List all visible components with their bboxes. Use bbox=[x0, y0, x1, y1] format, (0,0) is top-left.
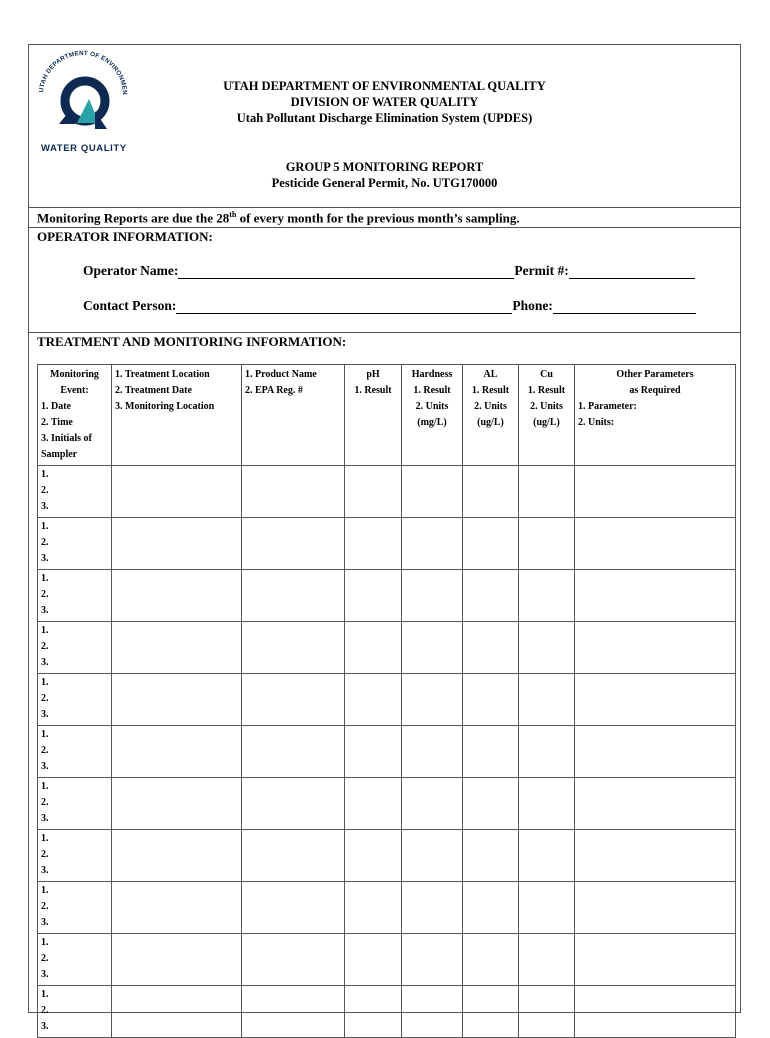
cell-product[interactable] bbox=[242, 830, 345, 882]
cell-other-parameters[interactable] bbox=[575, 934, 736, 986]
cell-event[interactable] bbox=[38, 674, 112, 726]
cell-other-parameters[interactable] bbox=[575, 830, 736, 882]
table-row bbox=[38, 934, 736, 986]
row-number-label: 3. bbox=[41, 501, 49, 512]
cell-treatment[interactable] bbox=[112, 882, 242, 934]
phone-field[interactable] bbox=[553, 299, 696, 314]
row-number-label: 1. bbox=[41, 937, 49, 948]
row-number-label: 2. bbox=[41, 537, 49, 548]
table-row bbox=[38, 830, 736, 882]
permit-number-field[interactable] bbox=[569, 264, 695, 279]
table-row bbox=[38, 882, 736, 934]
cell-cu[interactable] bbox=[519, 674, 575, 726]
cell-cu[interactable] bbox=[519, 830, 575, 882]
row-number-label: 3. bbox=[41, 1021, 49, 1032]
table-row bbox=[38, 622, 736, 674]
cell-event[interactable] bbox=[38, 882, 112, 934]
cell-event[interactable] bbox=[38, 622, 112, 674]
cell-other-parameters[interactable] bbox=[575, 622, 736, 674]
cell-product[interactable] bbox=[242, 882, 345, 934]
cell-hardness[interactable] bbox=[402, 934, 463, 986]
row-number-label: 1. bbox=[41, 833, 49, 844]
phone-label: Phone: bbox=[512, 298, 553, 313]
cell-ph[interactable] bbox=[345, 622, 402, 674]
cell-ph[interactable] bbox=[345, 882, 402, 934]
cell-treatment[interactable] bbox=[112, 726, 242, 778]
cell-product[interactable] bbox=[242, 778, 345, 830]
row-number-label: 3. bbox=[41, 813, 49, 824]
row-number-label: 1. bbox=[41, 521, 49, 532]
cell-product[interactable] bbox=[242, 986, 345, 1038]
cell-other-parameters[interactable] bbox=[575, 778, 736, 830]
row-number-label: 3. bbox=[41, 605, 49, 616]
cell-product[interactable] bbox=[242, 466, 345, 518]
row-number-label: 1. bbox=[41, 625, 49, 636]
report-header bbox=[29, 45, 740, 208]
cell-cu[interactable] bbox=[519, 778, 575, 830]
table-row bbox=[38, 986, 736, 1038]
cell-ph[interactable] bbox=[345, 466, 402, 518]
cell-event[interactable] bbox=[38, 518, 112, 570]
section-divider bbox=[29, 332, 740, 333]
row-number-label: 2. bbox=[41, 745, 49, 756]
cell-al[interactable] bbox=[463, 622, 519, 674]
cell-event[interactable] bbox=[38, 570, 112, 622]
cell-other-parameters[interactable] bbox=[575, 986, 736, 1038]
cell-treatment[interactable] bbox=[112, 674, 242, 726]
cell-al[interactable] bbox=[463, 882, 519, 934]
cell-other-parameters[interactable] bbox=[575, 570, 736, 622]
cell-al[interactable] bbox=[463, 674, 519, 726]
cell-other-parameters[interactable] bbox=[575, 674, 736, 726]
cell-al[interactable] bbox=[463, 986, 519, 1038]
cell-cu[interactable] bbox=[519, 466, 575, 518]
header-product: 1. Product Name 2. EPA Reg. # bbox=[242, 365, 345, 466]
cell-ph[interactable] bbox=[345, 726, 402, 778]
row-number-label: 3. bbox=[41, 657, 49, 668]
cell-product[interactable] bbox=[242, 934, 345, 986]
row-number-label: 2. bbox=[41, 797, 49, 808]
cell-ph[interactable] bbox=[345, 674, 402, 726]
table-row bbox=[38, 518, 736, 570]
table-row bbox=[38, 778, 736, 830]
cell-event[interactable] bbox=[38, 778, 112, 830]
cell-ph[interactable] bbox=[345, 778, 402, 830]
cell-hardness[interactable] bbox=[402, 622, 463, 674]
table-row bbox=[38, 466, 736, 518]
row-number-label: 1. bbox=[41, 781, 49, 792]
cell-product[interactable] bbox=[242, 570, 345, 622]
cell-other-parameters[interactable] bbox=[575, 518, 736, 570]
cell-cu[interactable] bbox=[519, 986, 575, 1038]
cell-al[interactable] bbox=[463, 726, 519, 778]
cell-product[interactable] bbox=[242, 622, 345, 674]
logo-caption: WATER QUALITY bbox=[41, 143, 127, 154]
row-number-label: 2. bbox=[41, 953, 49, 964]
division-title: DIVISION OF WATER QUALITY bbox=[290, 95, 479, 109]
cell-event[interactable] bbox=[38, 830, 112, 882]
row-number-label: 1. bbox=[41, 573, 49, 584]
row-number-label: 2. bbox=[41, 589, 49, 600]
row-number-label: 2. bbox=[41, 901, 49, 912]
operator-name-field[interactable] bbox=[178, 264, 514, 279]
row-number-label: 3. bbox=[41, 761, 49, 772]
cell-al[interactable] bbox=[463, 518, 519, 570]
cell-treatment[interactable] bbox=[112, 778, 242, 830]
cell-al[interactable] bbox=[463, 778, 519, 830]
contact-person-label: Contact Person: bbox=[83, 298, 177, 313]
cell-other-parameters[interactable] bbox=[575, 882, 736, 934]
row-number-label: 1. bbox=[41, 729, 49, 740]
cell-hardness[interactable] bbox=[402, 518, 463, 570]
contact-person-field[interactable] bbox=[176, 299, 512, 314]
cell-event[interactable] bbox=[38, 934, 112, 986]
monitoring-table bbox=[37, 364, 736, 1038]
cell-ph[interactable] bbox=[345, 934, 402, 986]
cell-other-parameters[interactable] bbox=[575, 466, 736, 518]
cell-hardness[interactable] bbox=[402, 882, 463, 934]
svg-text:UTAH DEPARTMENT OF ENVIRONMENT: UTAH DEPARTMENT OF ENVIRONMEN bbox=[38, 49, 129, 96]
table-row bbox=[38, 674, 736, 726]
cell-al[interactable] bbox=[463, 466, 519, 518]
header-treatment: 1. Treatment Location 2. Treatment Date 3. Monitoring Location bbox=[112, 365, 242, 466]
cell-cu[interactable] bbox=[519, 882, 575, 934]
cell-treatment[interactable] bbox=[112, 570, 242, 622]
cell-al[interactable] bbox=[463, 934, 519, 986]
table-row bbox=[38, 726, 736, 778]
cell-cu[interactable] bbox=[519, 726, 575, 778]
row-number-label: 3. bbox=[41, 969, 49, 980]
row-number-label: 1. bbox=[41, 989, 49, 1000]
cell-hardness[interactable] bbox=[402, 778, 463, 830]
permit-label: Permit #: bbox=[514, 263, 569, 278]
report-form bbox=[28, 44, 741, 1032]
row-number-label: 1. bbox=[41, 677, 49, 688]
contact-person-row bbox=[83, 298, 696, 314]
cell-product[interactable] bbox=[242, 518, 345, 570]
row-number-label: 2. bbox=[41, 485, 49, 496]
row-number-label: 2. bbox=[41, 641, 49, 652]
cell-hardness[interactable] bbox=[402, 674, 463, 726]
row-number-label: 3. bbox=[41, 553, 49, 564]
header-al: AL 1. Result 2. Units (ug/L) bbox=[463, 365, 519, 466]
cell-cu[interactable] bbox=[519, 570, 575, 622]
cell-ph[interactable] bbox=[345, 986, 402, 1038]
operator-section-title: OPERATOR INFORMATION: bbox=[37, 229, 213, 244]
row-number-label: 2. bbox=[41, 849, 49, 860]
header-hardness: Hardness 1. Result 2. Units (mg/L) bbox=[402, 365, 463, 466]
cell-product[interactable] bbox=[242, 726, 345, 778]
row-number-label: 2. bbox=[41, 1005, 49, 1016]
row-number-label: 1. bbox=[41, 885, 49, 896]
cell-hardness[interactable] bbox=[402, 830, 463, 882]
cell-hardness[interactable] bbox=[402, 726, 463, 778]
cell-event[interactable] bbox=[38, 986, 112, 1038]
permit-title: Pesticide General Permit, No. UTG170000 bbox=[271, 176, 498, 190]
table-header-row bbox=[38, 365, 736, 466]
cell-treatment[interactable] bbox=[112, 622, 242, 674]
cell-treatment[interactable] bbox=[112, 466, 242, 518]
due-notice-row bbox=[29, 207, 740, 228]
cell-event[interactable] bbox=[38, 466, 112, 518]
cell-event[interactable] bbox=[38, 726, 112, 778]
report-title: GROUP 5 MONITORING REPORT bbox=[285, 160, 484, 174]
row-number-label: 1. bbox=[41, 469, 49, 480]
cell-al[interactable] bbox=[463, 570, 519, 622]
cell-treatment[interactable] bbox=[112, 518, 242, 570]
cell-hardness[interactable] bbox=[402, 466, 463, 518]
row-number-label: 3. bbox=[41, 865, 49, 876]
cell-treatment[interactable] bbox=[112, 934, 242, 986]
header-monitoring-event: Monitoring Event: 1. Date 2. Time 3. Initials of Sampler bbox=[38, 365, 112, 466]
cell-treatment[interactable] bbox=[112, 986, 242, 1038]
table-row bbox=[38, 570, 736, 622]
cell-hardness[interactable] bbox=[402, 986, 463, 1038]
cell-ph[interactable] bbox=[345, 830, 402, 882]
row-number-label: 3. bbox=[41, 917, 49, 928]
operator-name-row bbox=[83, 263, 695, 279]
agency-title: UTAH DEPARTMENT OF ENVIRONMENTAL QUALITY bbox=[223, 79, 546, 93]
header-ph: pH 1. Result bbox=[345, 365, 402, 466]
cell-cu[interactable] bbox=[519, 518, 575, 570]
row-number-label: 2. bbox=[41, 693, 49, 704]
program-title: Utah Pollutant Discharge Elimination System (UPDES) bbox=[236, 111, 533, 125]
cell-ph[interactable] bbox=[345, 518, 402, 570]
cell-hardness[interactable] bbox=[402, 570, 463, 622]
row-number-label: 3. bbox=[41, 709, 49, 720]
cell-cu[interactable] bbox=[519, 622, 575, 674]
operator-name-label: Operator Name: bbox=[83, 263, 179, 278]
header-other-parameters: Other Parameters as Required 1. Parameter: 2. Units: bbox=[575, 365, 736, 466]
cell-product[interactable] bbox=[242, 674, 345, 726]
cell-ph[interactable] bbox=[345, 570, 402, 622]
treatment-section-title: TREATMENT AND MONITORING INFORMATION: bbox=[37, 334, 347, 349]
cell-treatment[interactable] bbox=[112, 830, 242, 882]
cell-al[interactable] bbox=[463, 830, 519, 882]
header-cu: Cu 1. Result 2. Units (ug/L) bbox=[519, 365, 575, 466]
cell-other-parameters[interactable] bbox=[575, 726, 736, 778]
cell-cu[interactable] bbox=[519, 934, 575, 986]
due-notice: Monitoring Reports are due the 28th of every month for the previous month’s sampling. bbox=[37, 210, 520, 226]
